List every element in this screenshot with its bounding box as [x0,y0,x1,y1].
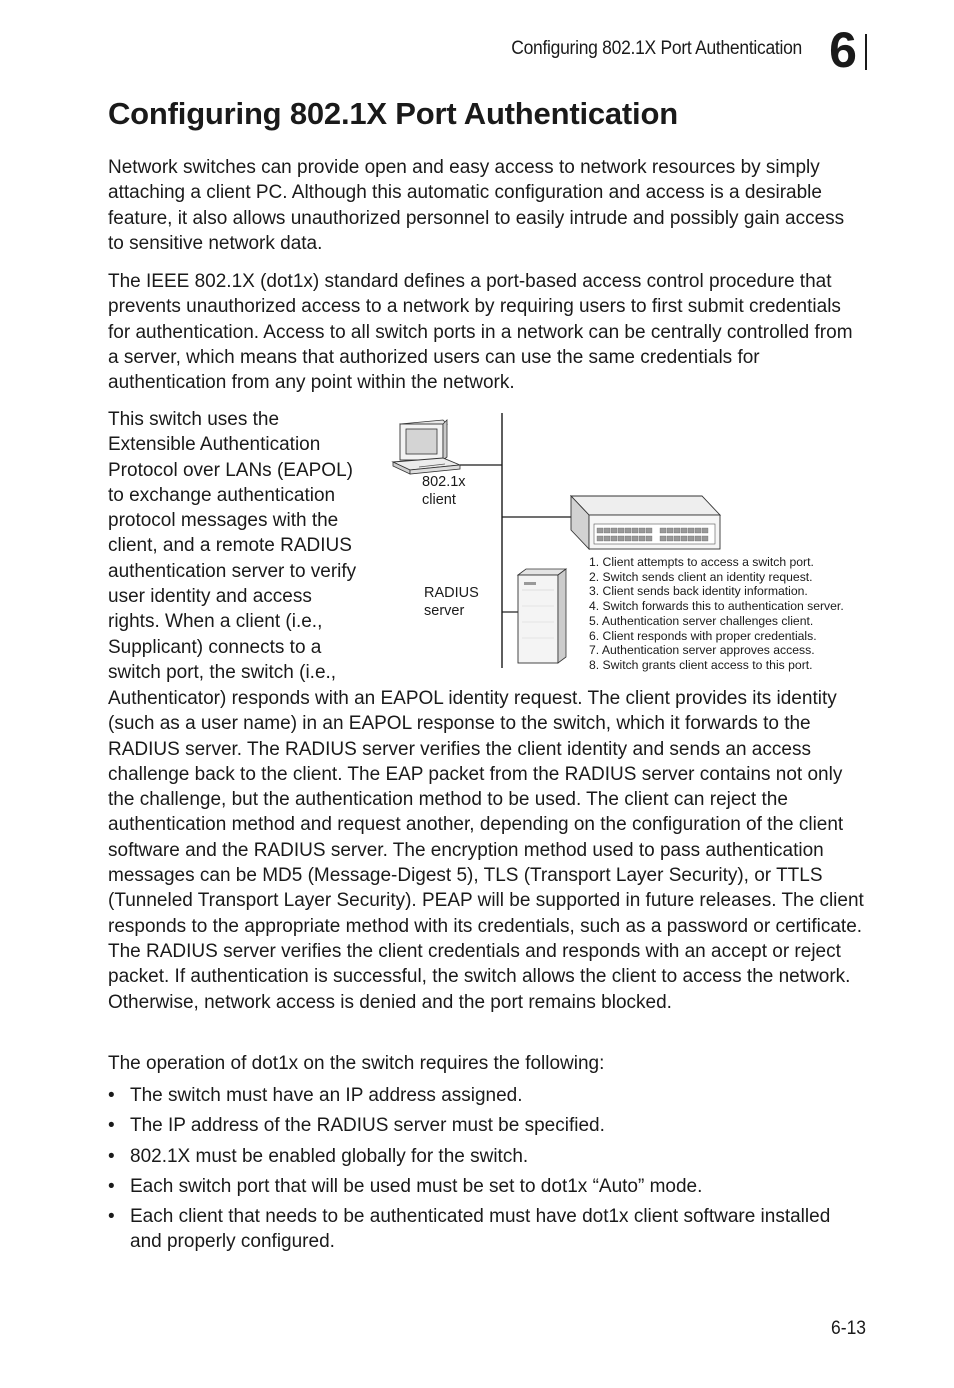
step-item: 3. Client sends back identity information. [589,584,808,599]
requirement-item [108,1113,864,1138]
requirement-text: The IP address of the RADIUS server must be specified. [130,1115,605,1137]
wrapped-line: user identity and access [108,586,312,608]
bullet-icon: • [108,1145,115,1167]
paragraph-standard: The IEEE 802.1X (dot1x) standard defines a port-based access control procedure that prevents unauthorized access to a network by requiring users to first submit credentials for authentication. Access to all switch ports in a network can be centrally controlled from a server, which means that authorized users can use the same credentials for authentication from any point within the network. [108,271,853,394]
step-item: 7. Authentication server approves access. [589,643,815,658]
wrapped-line: This switch uses the [108,409,280,430]
wrapped-line: to exchange authentication [108,484,336,506]
wrapped-line: rights. When a client (i.e., [108,611,323,633]
client-pc-icon [393,420,460,474]
chapter-number: 6 [829,22,857,78]
requirement-text: Each client that needs to be authenticated must have dot1x client software installed and properly configured. [130,1206,831,1253]
switch-icon [571,496,720,549]
step-item: 8. Switch grants client access to this port. [589,657,813,672]
requirement-item [108,1083,864,1108]
client-label-line: client [422,492,456,508]
wrapped-line: Protocol over LANs (EAPOL) [108,459,353,481]
requirement-item [108,1144,864,1169]
client-label [422,473,466,509]
bullet-icon: • [108,1085,115,1106]
bullet-icon: • [108,1175,115,1197]
wrapped-line: Supplicant) connects to a [108,636,322,658]
step-item: 1. Client attempts to access a switch port. [589,555,814,569]
requirement-text: Each switch port that will be used must be set to dot1x “Auto” mode. [130,1175,703,1197]
requirement-text: 802.1X must be enabled globally for the switch. [130,1145,529,1167]
wrapped-line: authentication server to verify [108,560,357,582]
eapol-paragraph-continuation: Authenticator) responds with an EAPOL identity request. The client provides its identity (such as a user name) in an EAPOL response to the switch, which it forwards to the RADIUS server. The RADIUS server verifies the client identity and sends an access challenge back to the client. The EAP packet from the RADIUS server contains not only the challenge, but the authentication method to be used. The client can reject the authentication method and request another, depending on the configuration of the client software and the RADIUS server. The encryption method used to pass authentication messages can be MD5 (Message-Digest 5), TLS (Transport Layer Security), or TTLS (Tunneled Transport Layer Security). PEAP will be supported in future releases. The client responds to the appropriate method with its credentials, such as a password or certificate. The RADIUS server verifies the client credentials and responds with an accept or reject packet. If authentication is successful, the switch allows the client to access the network. Otherwise, network access is denied and the port remains blocked. [108,688,864,1013]
bullet-icon: • [108,1206,115,1228]
wrapped-line: switch port, the switch (i.e., [108,661,337,683]
dot1x-diagram [385,410,867,675]
requirements-intro: The operation of dot1x on the switch requires the following: [108,1053,605,1074]
page-title: Configuring 802.1X Port Authentication [108,96,678,131]
requirement-item [108,1174,864,1199]
requirement-text: The switch must have an IP address assigned. [130,1085,523,1106]
client-label-line: 802.1x [422,474,466,490]
bullet-icon: • [108,1115,115,1137]
requirements-list [108,1083,864,1260]
wrapped-line: Extensible Authentication [108,434,321,456]
server-label-line: RADIUS [424,585,479,601]
step-item: 2. Switch sends client an identity request. [589,569,813,584]
wrapped-line: protocol messages with the [108,510,339,532]
server-label [424,584,479,620]
server-label-line: server [424,603,465,619]
page-number: 6-13 [831,1318,866,1339]
requirement-item [108,1204,864,1255]
chapter-divider [865,34,867,70]
radius-server-icon [518,569,566,663]
eapol-paragraph-wrapped [108,407,380,685]
authentication-steps-list [589,555,844,673]
step-item: 6. Client responds with proper credentials. [589,628,817,643]
running-header-title: Configuring 802.1X Port Authentication [511,38,802,59]
step-item: 5. Authentication server challenges client. [589,613,814,628]
paragraph-intro: Network switches can provide open and easy access to network resources by simply attaching a client PC. Although this automatic configuration and access is a desirable feature, it also allows unauthorized personnel to easily intrude and possibly gain access to sensitive network data. [108,157,845,254]
wrapped-line: client, and a remote RADIUS [108,535,352,557]
step-item: 4. Switch forwards this to authentication server. [589,599,844,614]
